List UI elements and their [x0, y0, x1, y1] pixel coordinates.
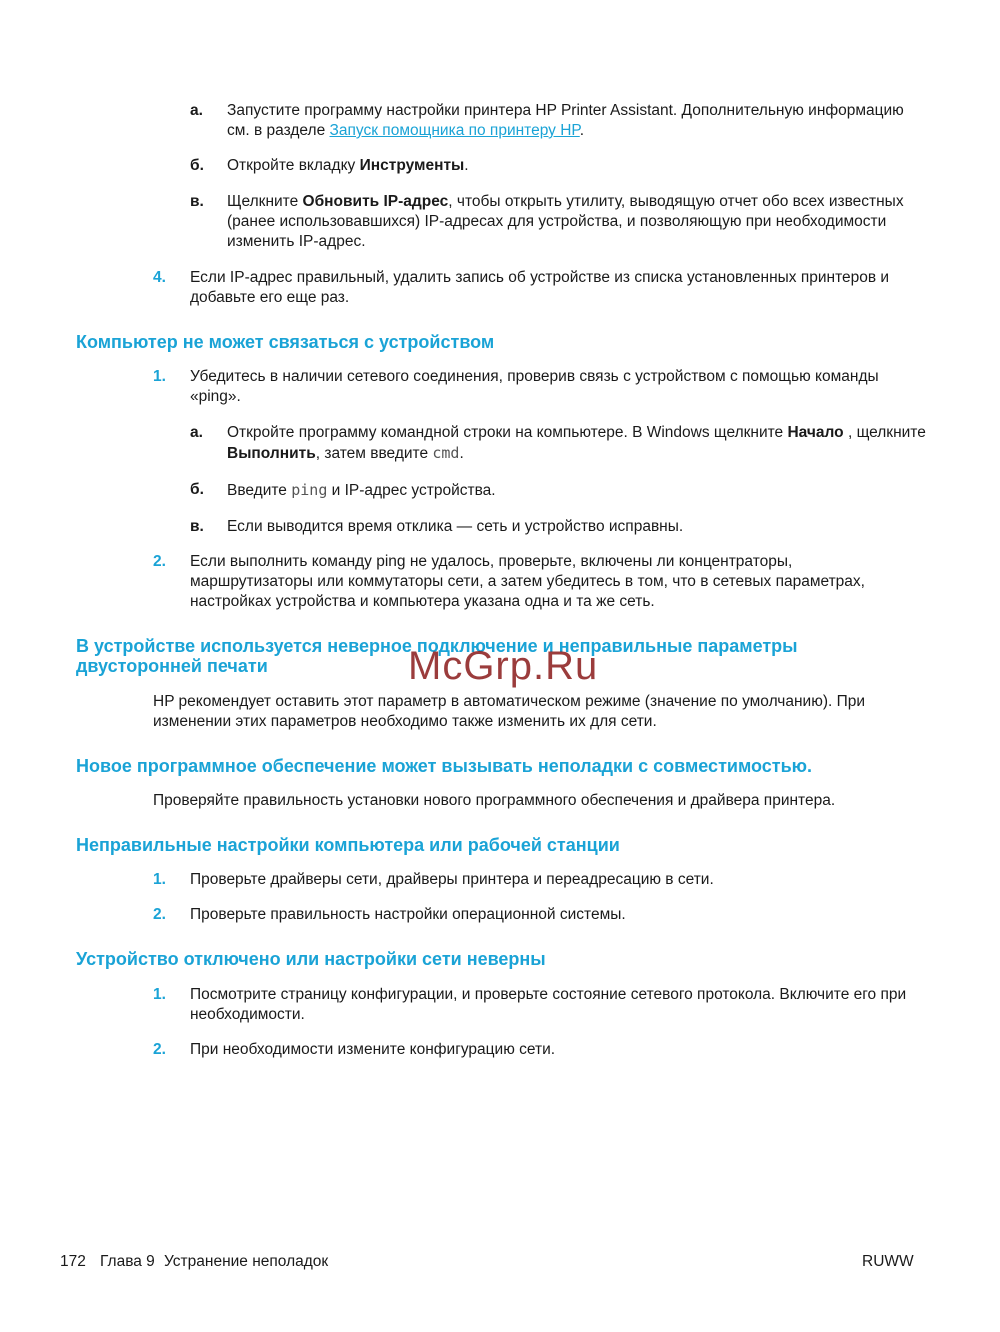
step-a-text: Запустите программу настройки принтера HP Printer Assistant. Дополнительную информацию см. в разделе Запуск помощника по принтеру HP.: [227, 102, 904, 139]
section-heading-device-off: Устройство отключено или настройки сети неверны: [76, 949, 546, 969]
step-4-marker: 4.: [153, 269, 166, 286]
s1-step-1-text: Убедитесь в наличии сетевого соединения, проверив связь с устройством с помощью команды «ping».: [190, 368, 879, 405]
step-marker-b: б.: [190, 157, 204, 174]
section2-text: HP рекомендует оставить этот параметр в автоматическом режиме (значение по умолчанию). При изменении этих параметров необходимо также изменить их для сети.: [153, 693, 866, 730]
step-marker-v: в.: [190, 193, 204, 210]
s1-step-2-text: Если выполнить команду ping не удалось, проверьте, включены ли концентраторы, маршрутизаторы или коммутаторы сети, а затем убедитесь в том, что в сетевых параметрах, настройках устройства и компьютера указана одна и та же сеть.: [190, 553, 865, 610]
s1-sub-v-text: Если выводится время отклика — сеть и устройство исправны.: [227, 518, 684, 535]
section3-text: Проверяйте правильность установки нового программного обеспечения и драйвера принтера.: [153, 792, 836, 809]
s5-step-2-marker: 2.: [153, 1041, 166, 1058]
section-heading-software: Новое программное обеспечение может вызывать неполадки с совместимостью.: [76, 756, 813, 776]
section-heading-connection: Компьютер не может связаться с устройством: [76, 332, 495, 352]
s4-step-1-text: Проверьте драйверы сети, драйверы принтера и переадресацию в сети.: [190, 871, 714, 888]
step-v-text: Щелкните Обновить IP-адрес, чтобы открыть утилиту, выводящую отчет обо всех известных (ранее использовавшихся) IP-адресах для устройства, и позволяющую при необходимости изменить IP-адрес.: [227, 193, 904, 250]
s1-step-2-marker: 2.: [153, 553, 166, 570]
section-heading-duplex: В устройстве используется неверное подключение и неправильные параметры двусторонней печати: [76, 636, 798, 676]
step-b-text: Откройте вкладку Инструменты.: [227, 157, 469, 174]
code-cmd: cmd: [432, 444, 460, 462]
s4-step-2-marker: 2.: [153, 906, 166, 923]
s5-step-1-marker: 1.: [153, 986, 166, 1003]
s1-sub-b-marker: б.: [190, 481, 204, 498]
s5-step-2-text: При необходимости измените конфигурацию сети.: [190, 1041, 556, 1058]
s1-step-1-marker: 1.: [153, 368, 166, 385]
watermark: McGrp.Ru: [408, 644, 599, 688]
s1-sub-a-marker: а.: [190, 424, 203, 441]
s1-sub-a-text: Откройте программу командной строки на компьютере. В Windows щелкните Начало , щелкните Выполнить, затем введите cmd.: [227, 424, 926, 462]
s1-sub-b-text: Введите ping и IP-адрес устройства.: [227, 481, 496, 499]
s4-step-1-marker: 1.: [153, 871, 166, 888]
step-4-text: Если IP-адрес правильный, удалить запись об устройстве из списка установленных принтеров и добавьте его еще раз.: [190, 269, 890, 306]
footer-chapter: Глава 9: [100, 1253, 155, 1270]
step-marker-a: а.: [190, 102, 203, 119]
assistant-link[interactable]: Запуск помощника по принтеру HP: [329, 122, 580, 139]
s1-sub-v-marker: в.: [190, 518, 204, 535]
footer-chapter-title: Устранение неполадок: [164, 1253, 329, 1270]
s4-step-2-text: Проверьте правильность настройки операционной системы.: [190, 906, 626, 923]
s5-step-1-text: Посмотрите страницу конфигурации, и проверьте состояние сетевого протокола. Включите его при необходимости.: [190, 986, 907, 1023]
footer-locale: RUWW: [862, 1253, 914, 1270]
code-ping: ping: [291, 481, 328, 499]
footer-page-number: 172: [60, 1253, 86, 1270]
section-heading-computer-settings: Неправильные настройки компьютера или рабочей станции: [76, 835, 620, 855]
